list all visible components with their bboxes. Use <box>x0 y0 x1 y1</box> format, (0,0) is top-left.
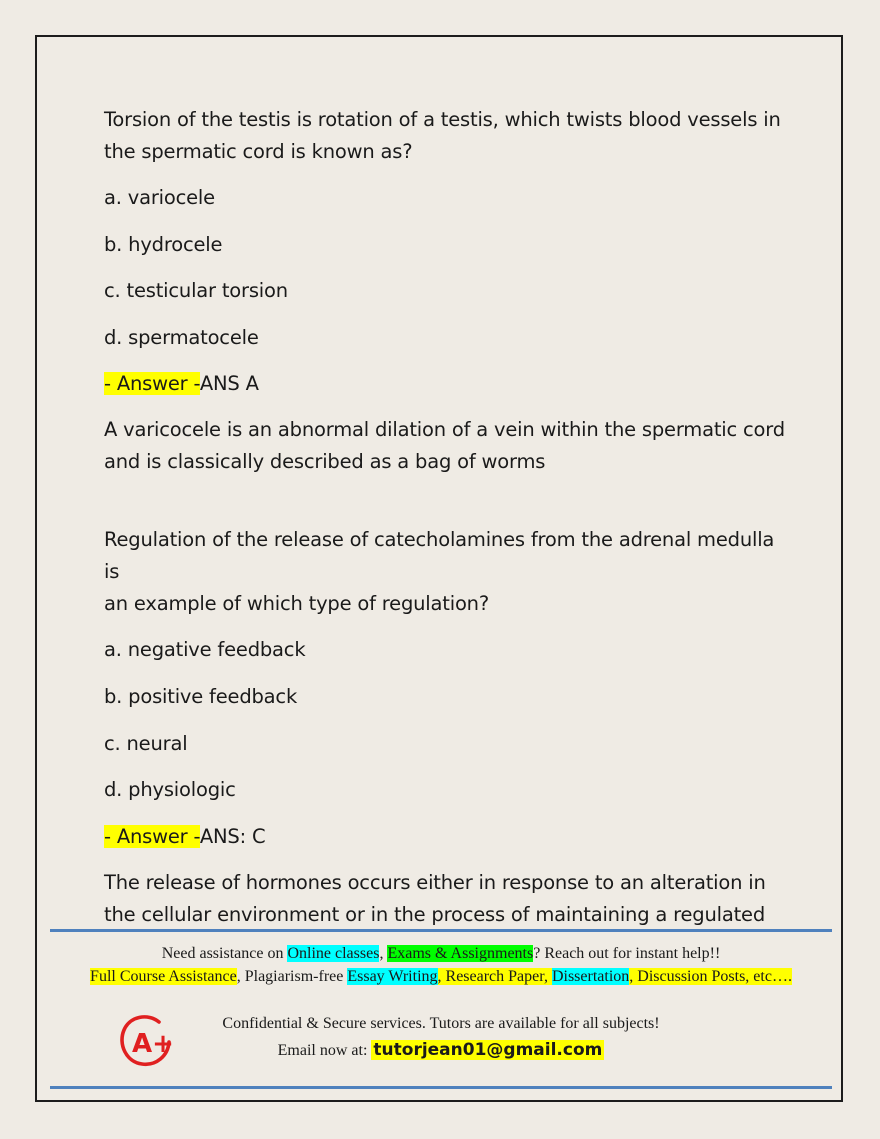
stem-line: the spermatic cord is known as? <box>104 140 413 163</box>
option-c: c. neural <box>104 731 188 755</box>
question-stem <box>104 104 794 168</box>
exams-assignments-highlight: Exams & Assignments <box>387 945 534 962</box>
logo-text: A+ <box>132 1029 174 1059</box>
option-b: b. positive feedback <box>104 684 298 708</box>
footer-top-rule <box>50 929 832 932</box>
footer-line-assistance <box>50 945 832 963</box>
stem-line: an example of which type of regulation? <box>104 592 489 616</box>
answer-value: ANS: C <box>199 824 266 848</box>
option-d: d. physiologic <box>104 778 236 802</box>
answer-value: ANS A <box>199 372 259 396</box>
stem-line: Torsion of the testis is rotation of a testis, which twists blood vessels in <box>104 108 781 131</box>
research-paper-highlight: , Research Paper, <box>437 968 552 985</box>
option-a: a. negative feedback <box>104 638 306 662</box>
answer-label: - Answer - <box>104 824 200 848</box>
full-course-highlight: Full Course Assistance <box>90 968 237 985</box>
rationale-line: the cellular environment or in the process of maintaining a regulated <box>104 902 766 926</box>
footer-bottom-rule <box>50 1086 832 1089</box>
document-body <box>104 104 794 931</box>
stem-line: Regulation of the release of catecholamines from the adrenal medulla is <box>104 528 775 584</box>
option-b: b. hydrocele <box>104 232 223 256</box>
option-a: a. variocele <box>104 186 215 209</box>
question-stem <box>104 524 794 620</box>
footer-line-email <box>50 1040 832 1060</box>
rationale <box>104 414 794 478</box>
footer-text: , <box>379 945 388 962</box>
option-d: d. spermatocele <box>104 325 259 349</box>
answer-row <box>104 368 794 400</box>
email-label: Email now at: <box>277 1042 372 1059</box>
rationale-line: The release of hormones occurs either in response to an alteration in <box>104 870 766 894</box>
footer-text: Need assistance on <box>161 945 288 962</box>
dissertation-highlight: Dissertation <box>551 968 630 985</box>
footer-line-services <box>50 968 832 986</box>
rationale-line: and is classically described as a bag of worms <box>104 450 546 474</box>
discussion-posts-highlight: , Discussion Posts, etc…. <box>629 968 792 985</box>
question-spacer <box>104 478 794 524</box>
answer-row <box>104 821 794 853</box>
footer-line-confidential: Confidential & Secure services. Tutors are available for all subjects! <box>222 1015 660 1032</box>
option-c: c. testicular torsion <box>104 279 288 303</box>
rationale-line: A varicocele is an abnormal dilation of a vein within the spermatic cord <box>104 418 785 442</box>
rationale <box>104 867 794 931</box>
essay-writing-highlight: Essay Writing <box>347 968 438 985</box>
footer-text: , Plagiarism-free <box>236 968 348 985</box>
footer-text: ? Reach out for instant help!! <box>533 945 721 962</box>
online-classes-highlight: Online classes <box>287 945 380 962</box>
answer-label: - Answer - <box>104 372 200 396</box>
email-address[interactable]: tutorjean01@gmail.com <box>373 1040 603 1060</box>
